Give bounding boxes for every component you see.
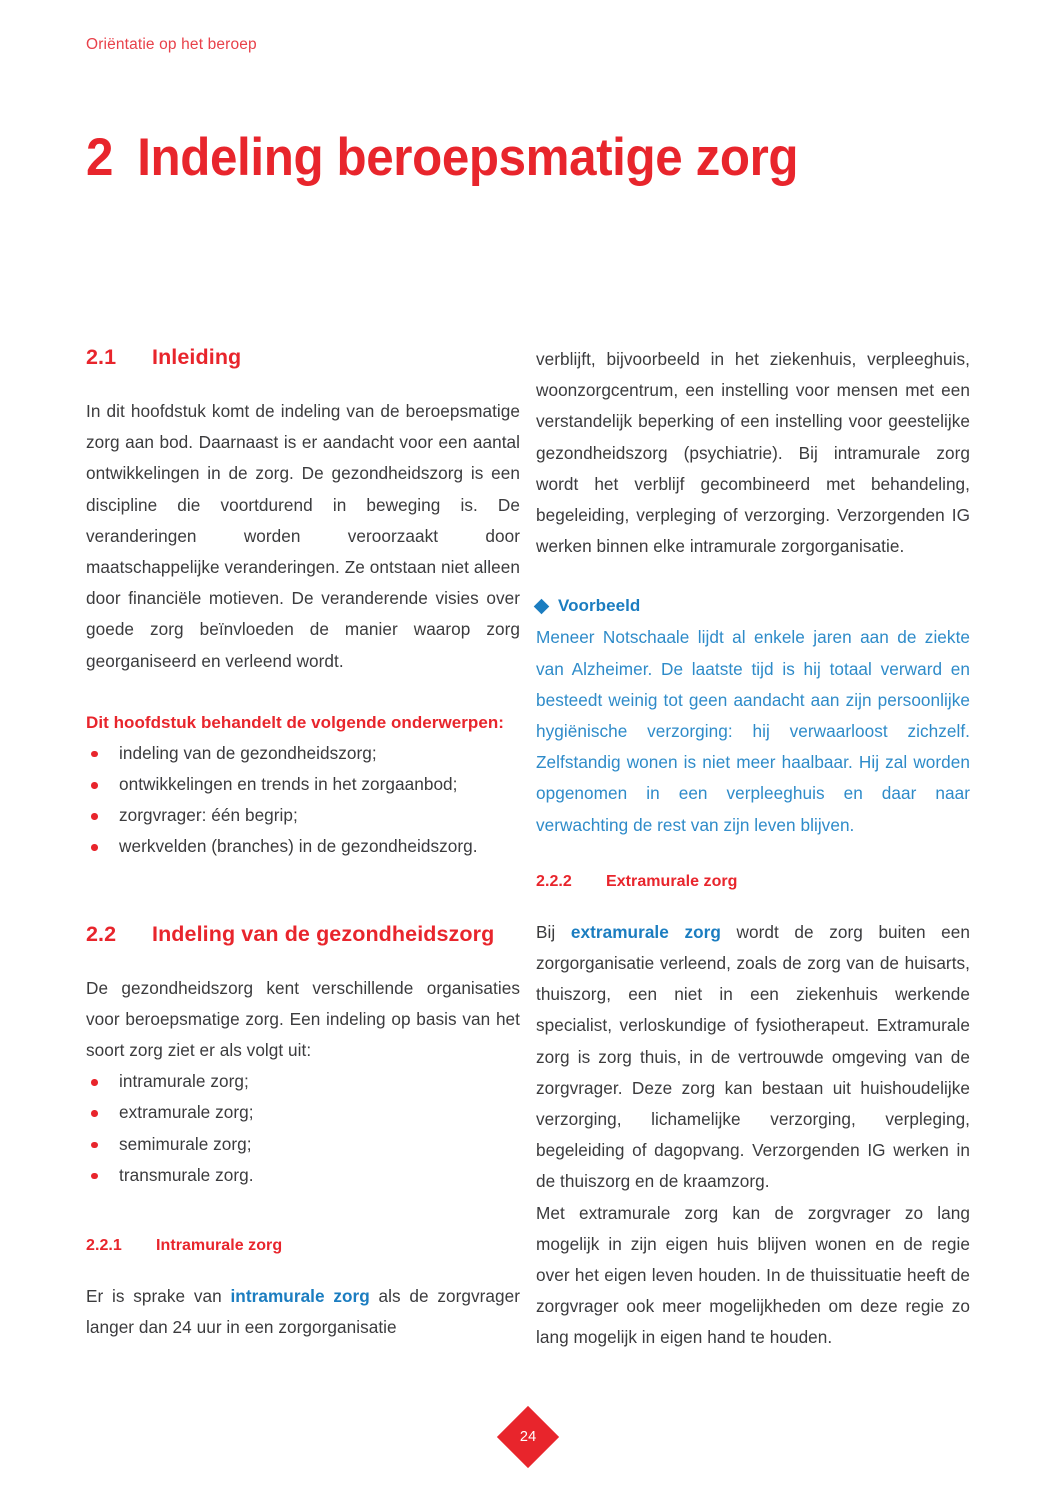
subsection-label: Intramurale zorg — [156, 1237, 283, 1255]
left-column — [86, 344, 520, 1343]
list-item: ontwikkelingen en trends in het zorgaanbod; — [86, 769, 520, 800]
section-label: Inleiding — [152, 345, 242, 369]
example-body: Meneer Notschaale lijdt al enkele jaren aan de ziekte van Alzheimer. De laatste tijd is hij totaal verward en besteedt weinig tot geen aandacht aan zijn persoonlijke hygiënische verzorging: hij verwaarloost zichzelf. Zelfstandig wonen is niet meer haalbaar. Hij zal worden opgenomen in een verpleeghuis en daar naar verwachting de rest van zijn leven blijven. — [536, 627, 970, 835]
page-number-text: 24 — [519, 1429, 536, 1445]
topics-list — [86, 738, 520, 863]
list-item: extramurale zorg; — [86, 1097, 520, 1128]
right-column — [536, 344, 970, 1354]
text-before-term: Bij — [536, 921, 571, 942]
subsection-2-2-1-paragraph — [86, 1281, 520, 1343]
section-heading-2-1 — [86, 344, 520, 370]
highlighted-term-extramurale-zorg: extramurale zorg — [570, 921, 721, 942]
chapter-number: 2 — [86, 128, 114, 187]
text-before-term: Er is sprake van — [86, 1286, 231, 1307]
highlighted-term-intramurale-zorg: intramurale zorg — [230, 1286, 370, 1307]
running-head: Oriëntatie op het beroep — [86, 36, 257, 53]
subsection-number: 2.2.2 — [536, 872, 572, 890]
list-item: semimurale zorg; — [86, 1129, 520, 1160]
list-item: transmurale zorg. — [86, 1160, 520, 1191]
spacer — [86, 863, 520, 921]
text-after-term: als de zorgvrager langer dan 24 uur in een zorgorganisatie — [86, 1286, 520, 1338]
topics-intro: Dit hoofdstuk behandelt de volgende onderwerpen: — [86, 712, 504, 732]
section-number: 2.1 — [86, 345, 117, 369]
subsection-number: 2.2.1 — [86, 1237, 122, 1255]
subsection-2-2-2-paragraph-2: Met extramurale zorg kan de zorgvrager zo lang mogelijk in zijn eigen huis blijven wonen en de regie over het eigen leven houden. In de thuissituatie heeft de zorgvrager ook meer mogelijkheden om deze regie zo lang mogelijk in eigen hand te houden. — [536, 1202, 970, 1348]
section-heading-2-2 — [86, 921, 520, 947]
spacer — [536, 562, 970, 592]
subsection-2-2-2-paragraph — [536, 917, 970, 1198]
list-item: werkvelden (branches) in de gezondheidszorg. — [86, 831, 520, 862]
chapter-title — [86, 128, 798, 188]
section-2-2-paragraph: De gezondheidszorg kent verschillende organisaties voor beroepsmatige zorg. Een indeling op basis van het soort zorg ziet er als volgt uit: — [86, 977, 520, 1061]
body-columns — [86, 344, 970, 1364]
section-number: 2.2 — [86, 921, 117, 946]
text-after-term: wordt de zorg buiten een zorgorganisatie verleend, zoals de zorg van de huisarts, thuiszorg, een niet in een ziekenhuis werkende specialist, verloskundige of fysiotherapeut. Extramurale zorg is zorg thuis, in de vertrouwde omgeving van de zorgvrager. Deze zorg kan bestaan uit huishoudelijke verzorging, lichamelijke verzorging, verpleging, begeleiding of dagopvang. Verzorgenden IG werken in de thuiszorg en de kraamzorg. — [536, 921, 971, 1192]
chapter-title-text: Indeling beroepsmatige zorg — [137, 128, 799, 187]
diamond-icon — [534, 599, 550, 615]
list-item: zorgvrager: één begrip; — [86, 800, 520, 831]
care-types-list — [86, 1066, 520, 1191]
subsection-heading-2-2-2 — [536, 871, 970, 893]
spacer — [86, 1191, 520, 1235]
subsection-heading-2-2-1 — [86, 1235, 520, 1257]
page-number-badge — [496, 1406, 558, 1468]
intro-paragraph: In dit hoofdstuk komt de indeling van de beroepsmatige zorg aan bod. Daarnaast is er aandacht voor een aantal ontwikkelingen in de zorg. De gezondheidszorg is een discipline die voortdurend in beweging is. De veranderingen worden veroorzaakt door maatschappelijke veranderingen. Ze ontstaan niet alleen door financiële motieven. De veranderende visies over goede zorg beïnvloeden de manier waarop zorg georganiseerd en verleend wordt. — [86, 401, 520, 671]
example-title: Voorbeeld — [558, 596, 641, 616]
example-heading — [536, 592, 970, 620]
spacer — [536, 841, 970, 871]
continuation-paragraph: verblijft, bijvoorbeeld in het ziekenhuis, verpleeghuis, woonzorgcentrum, een instelling voor mensen met een verstandelijk beperking of een instelling voor geestelijke gezondheidszorg (psychiatrie). Bij intramurale zorg wordt het verblijf gecombineerd met behandeling, begeleiding, verpleging of verzorging. Verzorgenden IG werken binnen elke intramurale zorgorganisatie. — [536, 349, 970, 557]
list-item: intramurale zorg; — [86, 1066, 520, 1097]
spacer — [86, 677, 520, 707]
subsection-label: Extramurale zorg — [606, 872, 738, 890]
section-label: Indeling van de gezondheidszorg — [152, 921, 495, 946]
list-item: indeling van de gezondheidszorg; — [86, 738, 520, 769]
